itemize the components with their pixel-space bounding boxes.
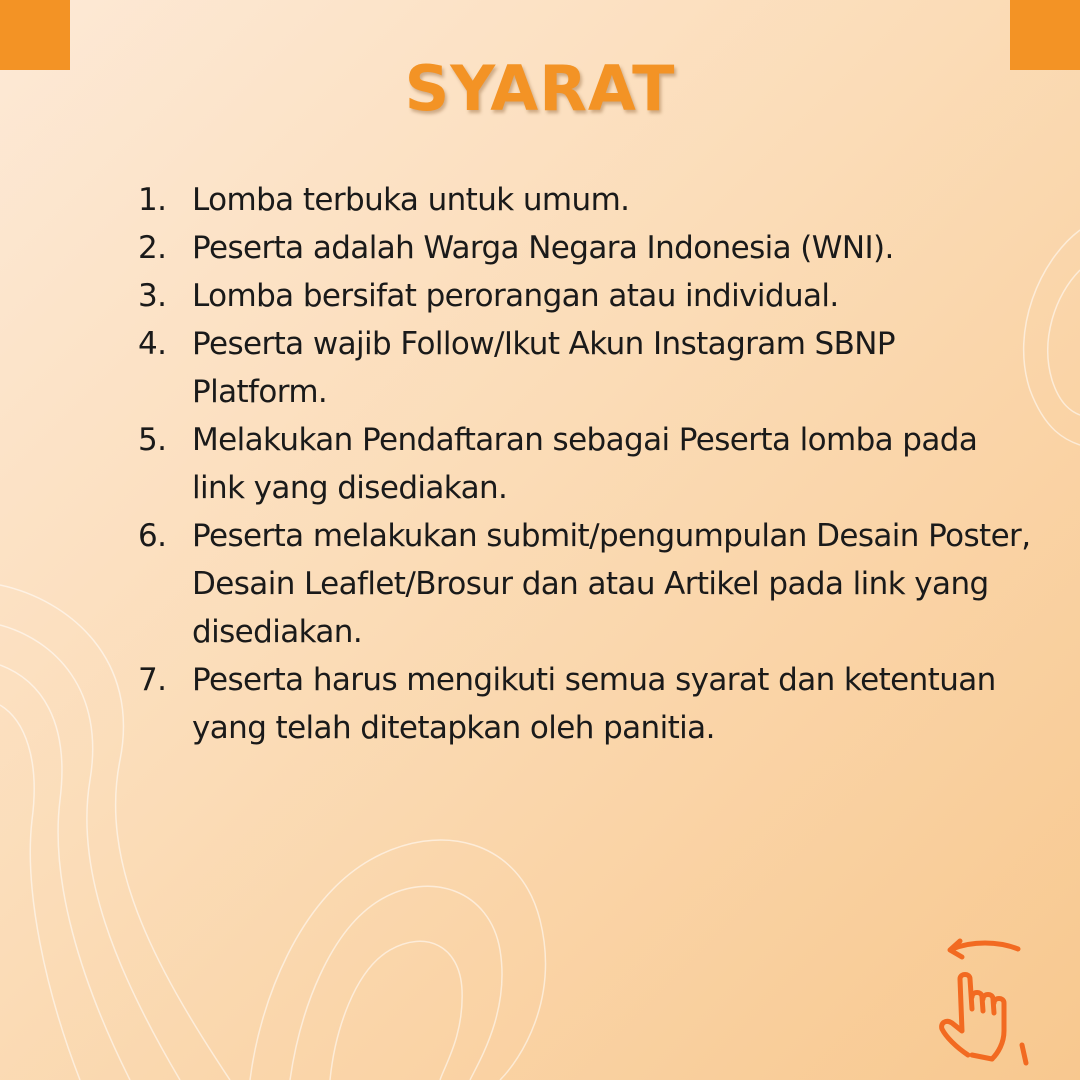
- list-item-text: Peserta adalah Warga Negara Indonesia (WNI).: [192, 230, 894, 266]
- list-item: [138, 416, 1038, 512]
- list-item-text: Lomba terbuka untuk umum.: [192, 182, 630, 218]
- list-item-text: Peserta harus mengikuti semua syarat dan ketentuan yang telah ditetapkan oleh panitia.: [192, 662, 996, 746]
- list-item-text: Lomba bersifat perorangan atau individual.: [192, 278, 839, 314]
- list-item-number: 4.: [138, 326, 167, 362]
- list-item-text: Peserta wajib Follow/Ikut Akun Instagram SBNP Platform.: [192, 326, 895, 410]
- list-item-number: 3.: [138, 278, 167, 314]
- list-item-number: 1.: [138, 182, 167, 218]
- swipe-left-hand-icon[interactable]: [930, 935, 1040, 1070]
- list-item: [138, 512, 1038, 656]
- list-item-number: 7.: [138, 662, 167, 698]
- requirements-list: [138, 176, 1038, 752]
- list-item: [138, 272, 1038, 320]
- list-item-number: 2.: [138, 230, 167, 266]
- list-item: [138, 176, 1038, 224]
- list-item: [138, 320, 1038, 416]
- list-item: [138, 224, 1038, 272]
- list-item-number: 6.: [138, 518, 167, 554]
- list-item-text: Peserta melakukan submit/pengumpulan Desain Poster, Desain Leaflet/Brosur dan atau Artikel pada link yang disediakan.: [192, 518, 1031, 650]
- list-item: [138, 656, 1038, 752]
- list-item-number: 5.: [138, 422, 167, 458]
- page-title: SYARAT: [404, 52, 676, 125]
- list-item-text: Melakukan Pendaftaran sebagai Peserta lomba pada link yang disediakan.: [192, 422, 978, 506]
